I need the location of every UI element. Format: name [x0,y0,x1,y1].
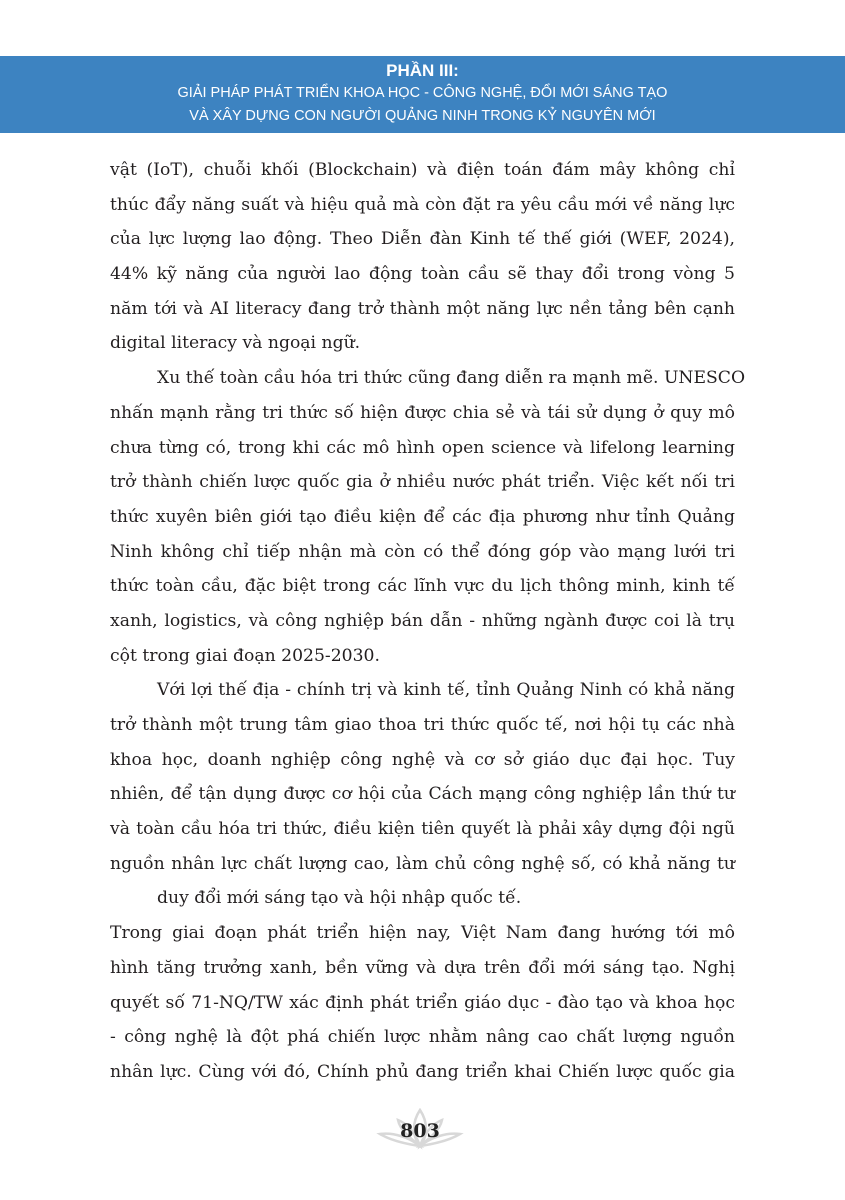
text-line: Trong giai đoạn phát triển hiện nay, Việt Nam đang hướng tới mô [110,923,735,944]
text-line: và toàn cầu hóa tri thức, điều kiện tiên quyết là phải xây dựng đội ngũ [110,819,735,840]
text-line: nguồn nhân lực chất lượng cao, làm chủ công nghệ số, có khả năng tư [110,853,735,874]
text-line: của lực lượng lao động. Theo Diễn đàn Kinh tế thế giới (WEF, 2024), [110,229,735,250]
text-line: nhân lực. Cùng với đó, Chính phủ đang triển khai Chiến lược quốc gia [110,1061,735,1082]
text-line: Xu thế toàn cầu hóa tri thức cũng đang diễn ra mạnh mẽ. UNESCO [157,368,746,389]
text-line: thức toàn cầu, đặc biệt trong các lĩnh vực du lịch thông minh, kinh tế [110,576,735,597]
text-line: Với lợi thế địa - chính trị và kinh tế, tỉnh Quảng Ninh có khả năng [157,680,735,701]
text-line: trở thành một trung tâm giao thoa tri thức quốc tế, nơi hội tụ các nhà [110,715,735,735]
text-line: digital literacy và ngoại ngữ. [110,333,361,354]
part-title: PHẦN III: [386,61,459,80]
text-line: - công nghệ là đột phá chiến lược nhằm nâng cao chất lượng nguồn [110,1027,735,1048]
part-subtitle-line-2: VÀ XÂY DỰNG CON NGƯỜI QUẢNG NINH TRONG KỶ NGUYÊN MỚI [189,108,656,124]
text-line: khoa học, doanh nghiệp công nghệ và cơ sở giáo dục đại học. Tuy [110,749,735,770]
text-line: hình tăng trưởng xanh, bền vững và dựa trên đổi mới sáng tạo. Nghị [110,957,735,978]
text-line: Ninh không chỉ tiếp nhận mà còn có thể đóng góp vào mạng lưới tri [110,541,735,562]
text-line: 44% kỹ năng của người lao động toàn cầu sẽ thay đổi trong vòng 5 [110,264,735,285]
text-line: duy đổi mới sáng tạo và hội nhập quốc tế. [157,888,522,909]
text-line: năm tới và AI literacy đang trở thành một năng lực nền tảng bên cạnh [110,298,735,319]
page-footer [370,1108,470,1156]
text-line: vật (IoT), chuỗi khối (Blockchain) và điện toán đám mây không chỉ [110,160,735,180]
text-line: nhấn mạnh rằng tri thức số hiện được chia sẻ và tái sử dụng ở quy mô [110,402,735,423]
body-text [110,153,746,1090]
section-header-banner [0,56,845,133]
text-line: xanh, logistics, và công nghiệp bán dẫn - những ngành được coi là trụ [110,610,735,631]
text-line: cột trong giai đoạn 2025-2030. [110,645,380,666]
text-line: chưa từng có, trong khi các mô hình open science và lifelong learning [110,437,735,458]
text-line: quyết số 71-NQ/TW xác định phát triển giáo dục - đào tạo và khoa học [110,992,735,1013]
text-line: nhiên, để tận dụng được cơ hội của Cách mạng công nghiệp lần thứ tư [110,784,735,805]
text-line: trở thành chiến lược quốc gia ở nhiều nước phát triển. Việc kết nối tri [110,472,735,493]
page-number: 803 [400,1120,440,1142]
part-subtitle-line-1: GIẢI PHÁP PHÁT TRIỂN KHOA HỌC - CÔNG NGHỆ, ĐỔI MỚI SÁNG TẠO [177,85,668,101]
text-line: thúc đẩy năng suất và hiệu quả mà còn đặt ra yêu cầu mới về năng lực [110,194,735,215]
text-line: thức xuyên biên giới tạo điều kiện để các địa phương như tỉnh Quảng [110,506,735,527]
